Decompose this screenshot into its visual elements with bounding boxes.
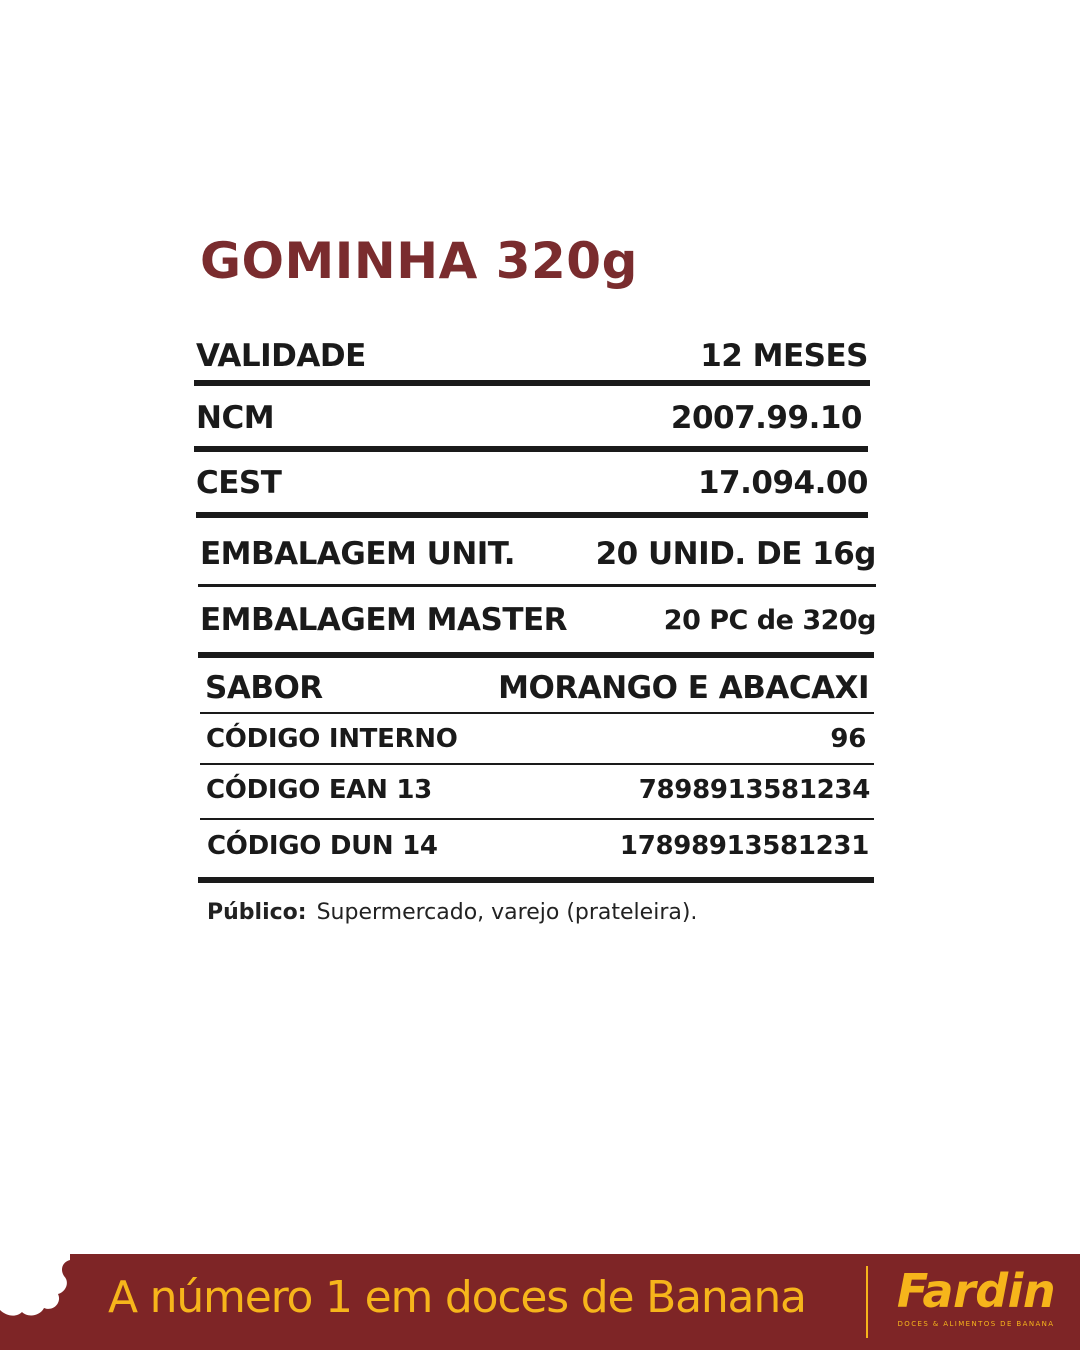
divider-line [196,512,868,518]
spec-value: 20 PC de 320g [663,604,876,636]
spec-value: MORANGO E ABACAXI [498,670,869,706]
divider-line [200,818,874,820]
spec-label: EMBALAGEM MASTER [200,602,568,638]
footer-slogan: A número 1 em doces de Banana [108,1272,806,1323]
cloud-decoration-icon [0,1254,70,1324]
spec-value: 2007.99.10 [670,400,862,436]
spec-row-embalagem-unit [200,536,876,572]
divider-line [200,712,874,714]
spec-row-validade [196,338,868,374]
spec-label: CEST [196,465,282,501]
brand-tagline: DOCES & ALIMENTOS DE BANANA [897,1320,1055,1328]
brand-name: Fardin [896,1264,1056,1318]
divider-line [198,652,874,658]
spec-value: 20 UNID. DE 16g [595,536,876,572]
spec-value: 17.094.00 [697,465,868,501]
spec-label: CÓDIGO EAN 13 [206,775,432,805]
divider-line [194,380,870,386]
spec-label: VALIDADE [196,338,366,374]
spec-row-codigo-dun [207,831,869,861]
spec-value: 7898913581234 [638,775,870,805]
divider-line [198,584,876,587]
spec-row-ncm [196,400,862,436]
spec-row-sabor [205,670,869,706]
publico-label: Público: [207,900,307,925]
spec-value: 96 [830,724,866,754]
spec-value: 12 MESES [700,338,868,374]
spec-label: CÓDIGO INTERNO [206,724,458,754]
product-title: GOMINHA 320g [200,232,638,290]
spec-label: EMBALAGEM UNIT. [200,536,516,572]
spec-row-codigo-ean [206,775,870,805]
brand-logo [890,1264,1062,1328]
publico-note [207,900,697,925]
divider-line [194,446,868,452]
spec-row-codigo-interno [206,724,866,754]
divider-line [198,877,874,883]
spec-label: CÓDIGO DUN 14 [207,831,438,861]
spec-label: NCM [196,400,275,436]
spec-row-cest [196,465,868,501]
publico-value: Supermercado, varejo (prateleira). [316,900,698,925]
spec-label: SABOR [205,670,323,706]
spec-value: 17898913581231 [619,831,869,861]
footer-divider [866,1266,868,1338]
divider-line [200,763,874,765]
spec-row-embalagem-master [200,602,876,638]
